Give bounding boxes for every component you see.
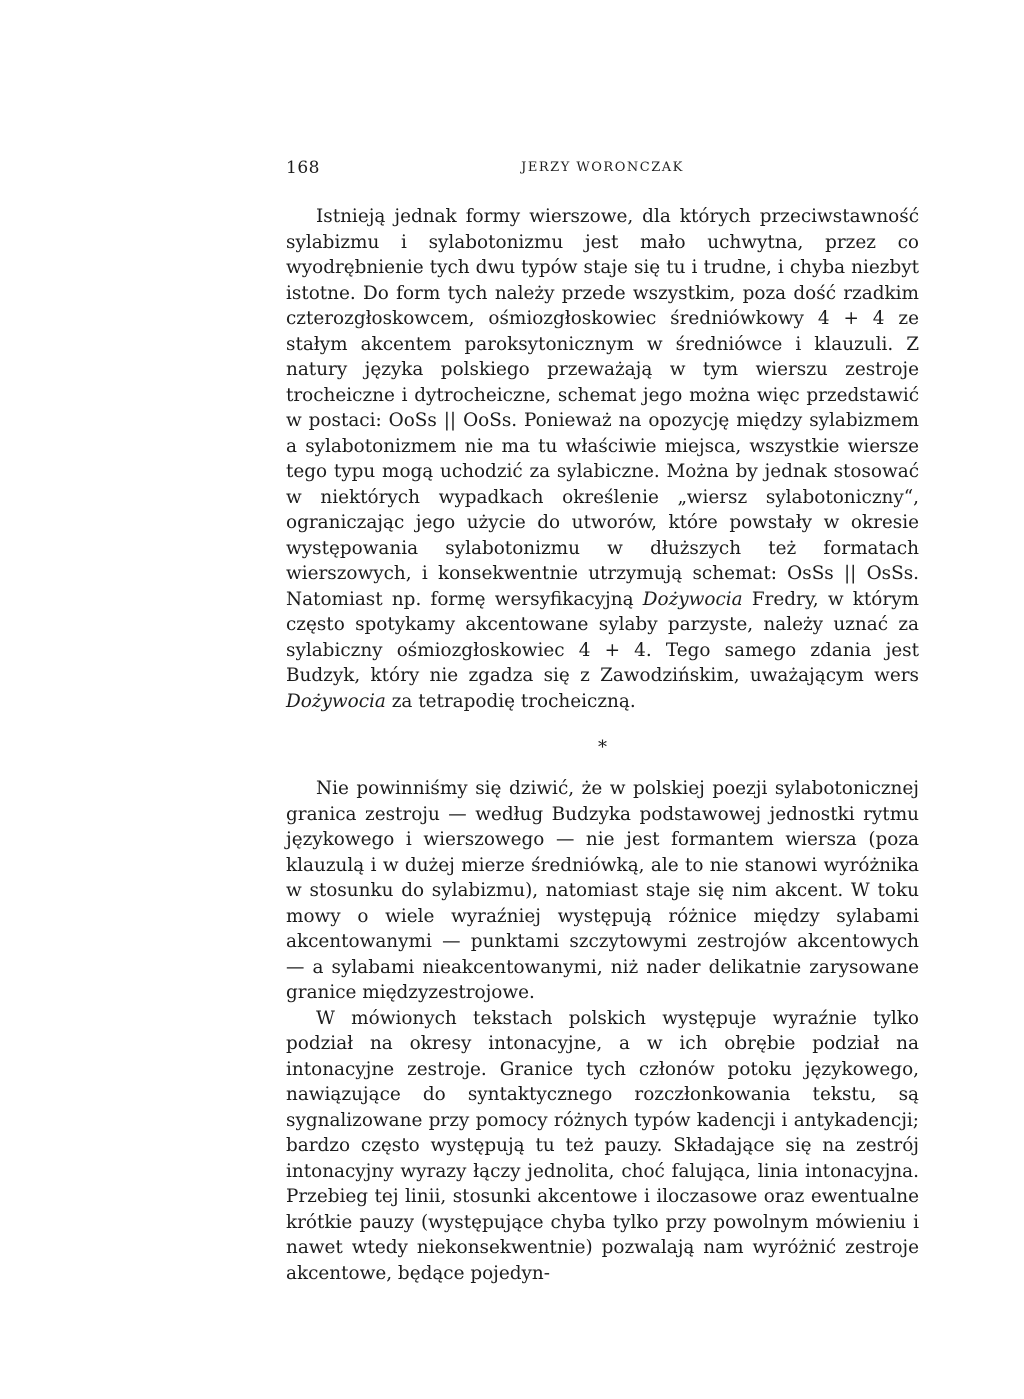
paragraph-1 [286, 204, 919, 714]
paragraph-2: Nie powinniśmy się dziwić, że w polskiej poezji sylabotonicznej granica zestroju — według Budzyka podstawowej jednostki rytmu językowego i wierszowego — nie jest formantem wiersza (poza klauzulą i w dużej mierze średniówką, ale to nie stanowi wyróżnika w stosunku do sylabizmu), natomiast staje się nim akcent. W toku mowy o wiele wyraźniej występują różnice między sylabami akcentowanymi — punktami szczytowymi zestrojów akcentowych — a sylabami nieakcentowanymi, niż nader delikatnie zarysowane granice międzyzestrojowe. [286, 778, 919, 1003]
book-page [286, 158, 919, 1286]
section-separator: * [598, 737, 607, 758]
paragraph-1-text-c: za tetrapodię trocheiczną. [385, 690, 636, 712]
italic-title-dozywocia-2: Dożywocia [286, 690, 386, 712]
paragraph-3: W mówionych tekstach polskich występuje wyraźnie tylko podział na okresy intonacyjne, a w ich obrębie podział na intonacyjne zestroje. Granice tych członów potoku językowego, nawiązujące do syntaktycznego rozczłonkowania tekstu, są sygnalizowane przy pomocy różnych typów kadencji i antykadencji; bardzo często występują tu też pauzy. Składające się na zestrój intonacyjny wyrazy łączy jednolita, choć falująca, linia intonacyjna. Przebieg tej linii, stosunki akcentowe i iloczasowe oraz ewentualne krótkie pauzy (występujące chyba tylko przy powolnym mówieniu i nawet wtedy niekonsekwentnie) pozwalają nam wyróżnić zestroje akcentowe, będące pojedyn- [286, 1007, 919, 1284]
running-head-author: JERZY WORONCZAK [521, 160, 684, 175]
running-head [286, 158, 919, 184]
italic-title-dozywocia: Dożywocia [642, 588, 743, 610]
page-number: 168 [286, 158, 320, 178]
paragraph-1-text-b: Fredry, w którym często spotykamy akcentowane sylaby parzyste, należy uznać za sylabiczny ośmiozgłoskowiec 4 + 4. Tego samego zdania jest Budzyk, który nie zgadza się z Zawodzińskim, uważającym wers [286, 588, 919, 686]
body-text [286, 204, 919, 1286]
paragraph-1-text-a: Istnieją jednak formy wierszowe, dla których przeciwstawność sylabizmu i sylabotonizmu jest mało uchwytna, przez co wyodrębnienie tych dwu typów staje się tu i trudne, i chyba niezbyt istotne. Do form tych należy przede wszystkim, poza dość rzadkim czterozgłoskowcem, ośmiozgłoskowiec średniówkowy 4 + 4 ze stałym akcentem paroksytonicznym w średniówce i klauzuli. Z natury języka polskiego przeważają w tym wierszu zestroje trocheiczne i dytrocheiczne, schemat jego można więc przedstawić w postaci: OoSs || OoSs. Ponieważ na opozycję między sylabizmem a sylabotonizmem nie ma tu właściwie miejsca, wszystkie wiersze tego typu mogą uchodzić za sylabiczne. Można by jednak stosować w niektórych wypadkach określenie „wiersz sylabotoniczny“, ograniczając jego użycie do utworów, które powstały w okresie występowania sylabotonizmu w dłuższych też formatach wierszowych, i konsekwentnie utrzymują schemat: OsSs || OsSs. Natomiast np. formę wersyfikacyjną [286, 206, 919, 610]
